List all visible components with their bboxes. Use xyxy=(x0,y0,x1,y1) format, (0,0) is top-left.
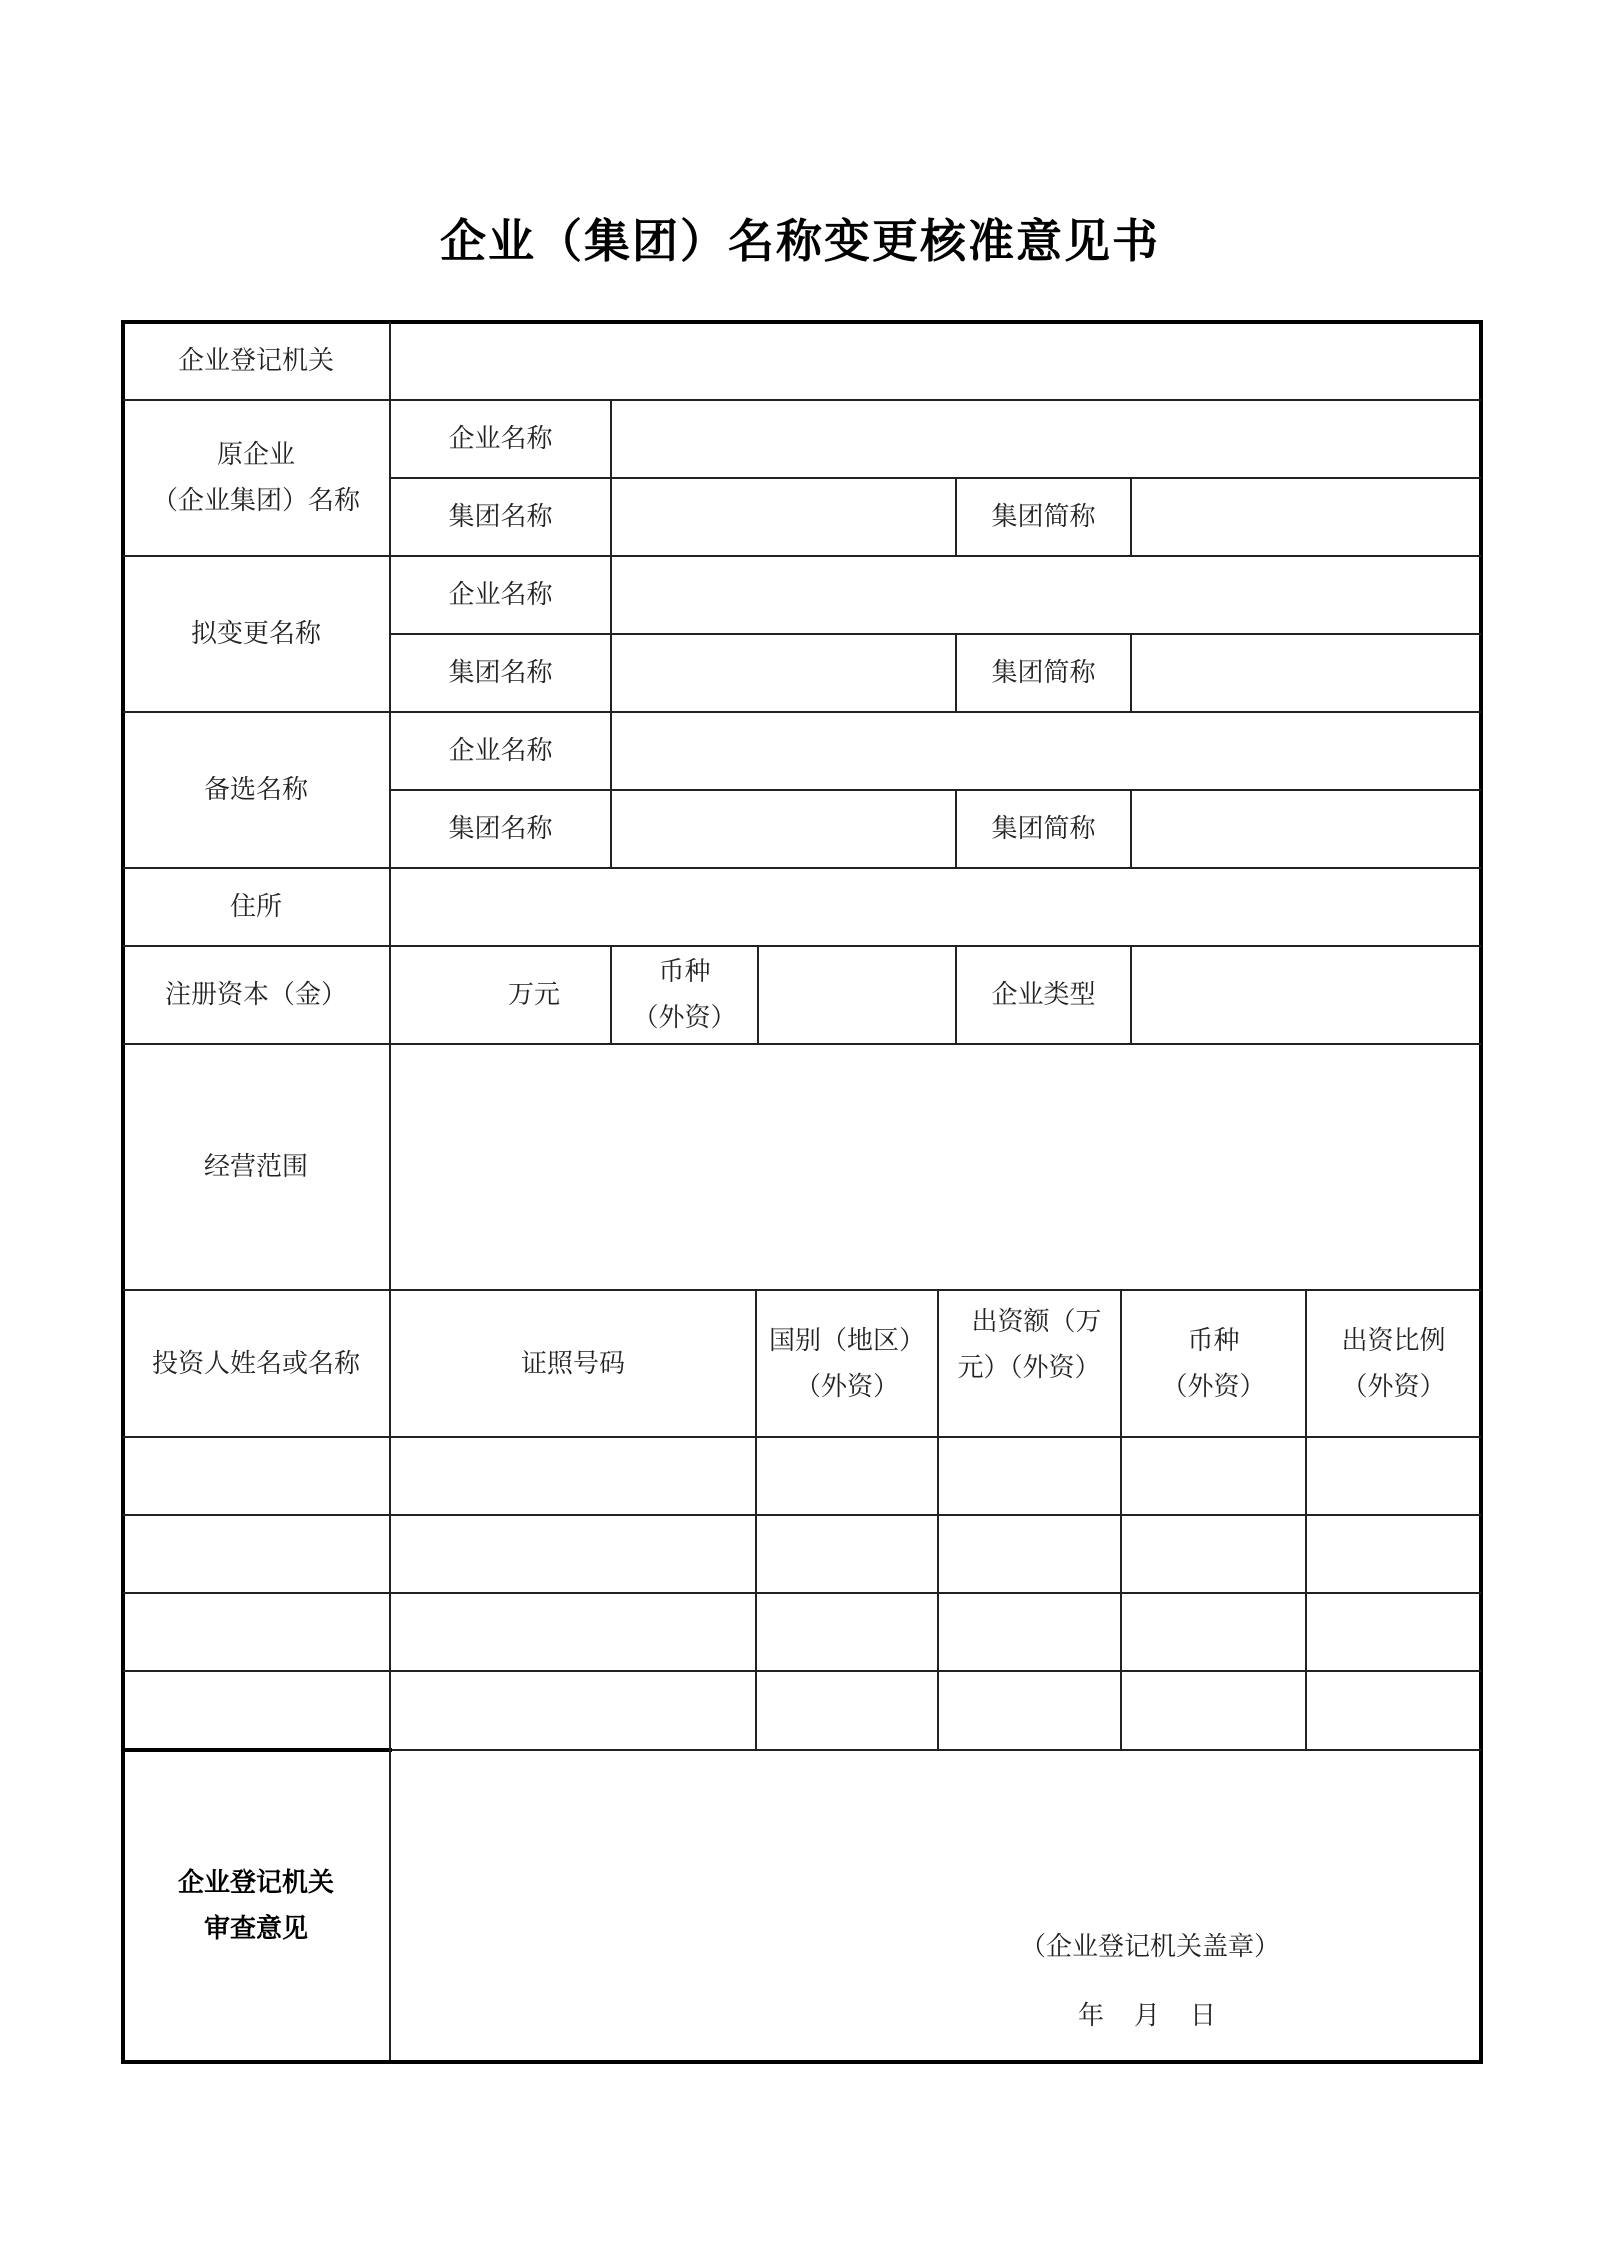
currency-label xyxy=(612,947,757,1043)
business-scope-field[interactable] xyxy=(391,1045,1480,1289)
investor-cell-amount[interactable] xyxy=(939,1594,1120,1670)
investor-header-ratio xyxy=(1307,1291,1480,1436)
review-date xyxy=(1078,1995,1216,2032)
document-title: 企业（集团）名称变更核准意见书 xyxy=(440,214,1160,268)
alternative-group-name-label: 集团名称 xyxy=(448,814,553,844)
investor-cell-ratio[interactable] xyxy=(1307,1672,1480,1749)
investor-header-amount-line1: 出资额（万 xyxy=(971,1307,1102,1337)
proposed-group-name-label: 集团名称 xyxy=(448,658,553,688)
investor-header-currency-line2: （外资） xyxy=(1161,1371,1266,1402)
address-label: 住所 xyxy=(229,892,282,922)
original-enterprise-name-label: 企业名称 xyxy=(448,424,553,454)
currency-field[interactable] xyxy=(759,947,955,1043)
review-label xyxy=(123,1752,389,2060)
original-group-name-label: 集团名称 xyxy=(448,502,553,532)
original-group-short-name-label: 集团简称 xyxy=(991,502,1096,532)
original-name-label-line2: （企业集团）名称 xyxy=(151,486,360,516)
investor-cell-name[interactable] xyxy=(123,1594,389,1670)
date-month: 月 xyxy=(1134,2001,1161,2031)
alternative-group-short-name-label: 集团简称 xyxy=(991,814,1096,844)
original-group-name-field[interactable] xyxy=(612,479,955,555)
proposed-group-short-name-label: 集团简称 xyxy=(991,658,1096,688)
alternative-group-name-field[interactable] xyxy=(612,791,955,867)
investor-header-currency-line1: 币种 xyxy=(1187,1325,1240,1356)
investor-cell-currency[interactable] xyxy=(1122,1438,1305,1514)
investor-cell-license-no[interactable] xyxy=(391,1594,755,1670)
proposed-name-label: 拟变更名称 xyxy=(190,619,321,649)
alternative-group-short-name-field[interactable] xyxy=(1132,791,1480,867)
currency-label-line2: （外资） xyxy=(632,1003,737,1033)
investor-header-license-no: 证照号码 xyxy=(520,1348,625,1379)
proposed-enterprise-name-label: 企业名称 xyxy=(448,580,553,610)
registration-authority-label: 企业登记机关 xyxy=(177,345,334,376)
investor-cell-currency[interactable] xyxy=(1122,1516,1305,1592)
proposed-group-name-field[interactable] xyxy=(612,635,955,711)
date-year: 年 xyxy=(1078,2001,1105,2031)
investor-header-country-line1: 国别（地区） xyxy=(768,1325,925,1356)
review-label-line1: 企业登记机关 xyxy=(177,1868,334,1898)
investor-cell-amount[interactable] xyxy=(939,1672,1120,1749)
currency-label-line1: 币种 xyxy=(658,957,711,987)
enterprise-type-label: 企业类型 xyxy=(991,980,1096,1010)
alternative-name-label: 备选名称 xyxy=(203,775,308,805)
registered-capital-label: 注册资本（金） xyxy=(164,980,347,1010)
investor-header-country-line2: （外资） xyxy=(794,1371,899,1402)
address-field[interactable] xyxy=(391,869,1480,945)
alternative-enterprise-name-field[interactable] xyxy=(612,713,1480,789)
registered-capital-unit: 万元 xyxy=(507,980,560,1010)
investor-header-amount-line2: 元）（外资） xyxy=(957,1353,1101,1383)
date-day: 日 xyxy=(1190,2001,1217,2031)
investor-header-currency xyxy=(1122,1291,1305,1436)
investor-cell-ratio[interactable] xyxy=(1307,1516,1480,1592)
stamp-note: （企业登记机关盖章） xyxy=(1020,1932,1281,1962)
investor-cell-license-no[interactable] xyxy=(391,1672,755,1749)
review-label-line2: 审查意见 xyxy=(203,1914,308,1944)
investor-cell-amount[interactable] xyxy=(939,1516,1120,1592)
investor-cell-name[interactable] xyxy=(123,1438,389,1514)
investor-cell-currency[interactable] xyxy=(1122,1594,1305,1670)
enterprise-type-field[interactable] xyxy=(1132,947,1480,1043)
investor-header-country xyxy=(757,1291,937,1436)
registered-capital-field[interactable] xyxy=(391,947,610,1043)
investor-header-ratio-line1: 出资比例 xyxy=(1341,1325,1446,1356)
investor-cell-currency[interactable] xyxy=(1122,1672,1305,1749)
proposed-group-short-name-field[interactable] xyxy=(1132,635,1480,711)
investor-cell-country[interactable] xyxy=(757,1672,937,1749)
review-opinion-field[interactable] xyxy=(391,1751,1480,2060)
registration-authority-field[interactable] xyxy=(392,322,1480,399)
investor-cell-ratio[interactable] xyxy=(1307,1594,1480,1670)
investor-header-name: 投资人姓名或名称 xyxy=(151,1348,360,1379)
original-name-label-line1: 原企业 xyxy=(216,440,295,470)
investor-cell-amount[interactable] xyxy=(939,1438,1120,1514)
alternative-enterprise-name-label: 企业名称 xyxy=(448,736,553,766)
investor-header-ratio-line2: （外资） xyxy=(1341,1371,1446,1402)
investor-cell-license-no[interactable] xyxy=(391,1438,755,1514)
original-enterprise-name-field[interactable] xyxy=(612,401,1480,477)
investor-header-amount xyxy=(939,1291,1120,1436)
investor-cell-ratio[interactable] xyxy=(1307,1438,1480,1514)
original-group-short-name-field[interactable] xyxy=(1132,479,1480,555)
investor-cell-license-no[interactable] xyxy=(391,1516,755,1592)
investor-cell-country[interactable] xyxy=(757,1516,937,1592)
investor-cell-name[interactable] xyxy=(123,1516,389,1592)
proposed-enterprise-name-field[interactable] xyxy=(612,557,1480,633)
investor-cell-country[interactable] xyxy=(757,1438,937,1514)
investor-cell-name[interactable] xyxy=(123,1672,389,1749)
business-scope-label: 经营范围 xyxy=(203,1152,308,1182)
original-name-label xyxy=(123,401,389,555)
investor-cell-country[interactable] xyxy=(757,1594,937,1670)
